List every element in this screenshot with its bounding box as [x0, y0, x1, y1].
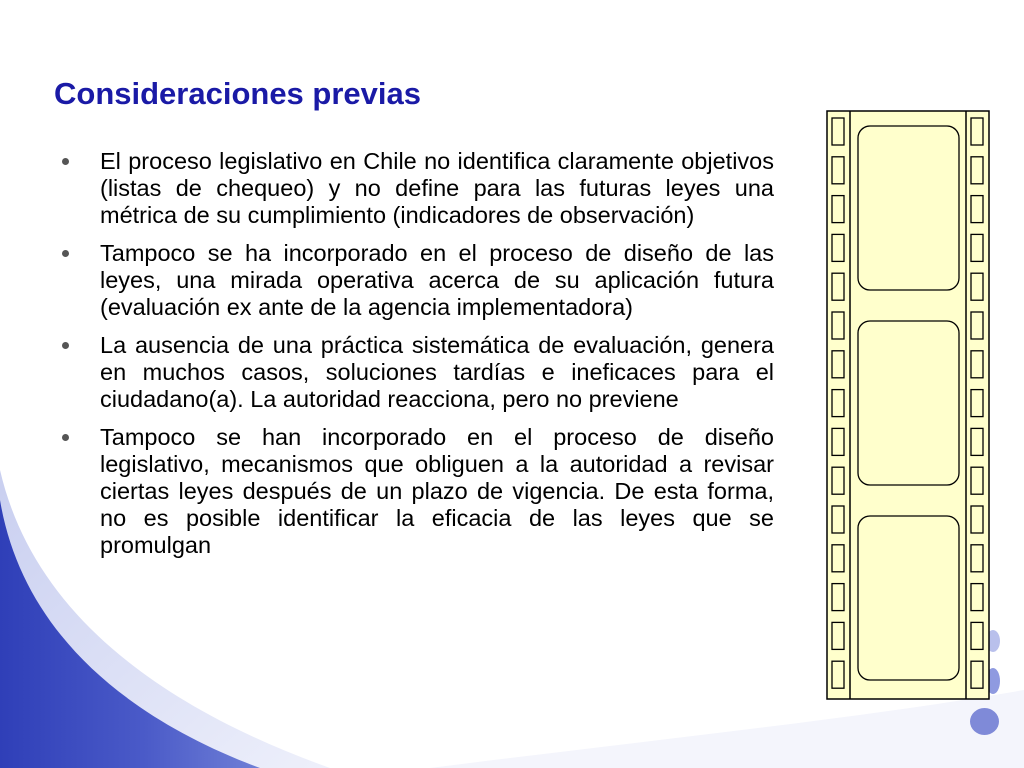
bullet-dot-icon [62, 158, 69, 165]
sprocket-hole [971, 390, 983, 417]
sprocket-hole [971, 545, 983, 572]
film-strip-icon [826, 110, 990, 700]
sprocket-hole [832, 467, 844, 494]
sprocket-hole [971, 506, 983, 533]
sprocket-hole [832, 273, 844, 300]
sprocket-hole [832, 118, 844, 145]
slide-title: Consideraciones previas [54, 76, 421, 111]
sprocket-hole [971, 467, 983, 494]
bullet-item [62, 332, 774, 413]
sprocket-hole [971, 118, 983, 145]
sprocket-hole [832, 351, 844, 378]
sprocket-hole [971, 312, 983, 339]
sprocket-hole [832, 312, 844, 339]
sprocket-hole [971, 234, 983, 261]
sprocket-hole [832, 428, 844, 455]
decoration-dot [970, 708, 999, 735]
sprocket-hole [971, 273, 983, 300]
bullet-text: Tampoco se ha incorporado en el proceso de diseño de las leyes, una mirada operativa acerca de su aplicación futura (evaluación ex ante de la agencia implementadora) [100, 240, 774, 320]
sprocket-hole [832, 622, 844, 649]
bullet-text: La ausencia de una práctica sistemática de evaluación, genera en muchos casos, soluciones tardías e ineficaces para el ciudadano(a). La autoridad reacciona, pero no previene [100, 332, 774, 412]
sprocket-hole [971, 351, 983, 378]
bullet-dot-icon [62, 434, 69, 441]
bullet-dot-icon [62, 342, 69, 349]
sprocket-hole [832, 661, 844, 688]
sprocket-hole [971, 196, 983, 223]
sprocket-hole [971, 661, 983, 688]
sprocket-hole [971, 157, 983, 184]
bullet-text: El proceso legislativo en Chile no identifica claramente objetivos (listas de chequeo) y no define para las futuras leyes una métrica de su cumplimiento (indicadores de observación) [100, 148, 774, 228]
sprocket-hole [971, 584, 983, 611]
sprocket-hole [971, 622, 983, 649]
bullet-list [62, 148, 774, 570]
bullet-item [62, 148, 774, 229]
bullet-item [62, 240, 774, 321]
sprocket-hole [832, 390, 844, 417]
sprocket-hole [832, 545, 844, 572]
sprocket-hole [832, 234, 844, 261]
sprocket-hole [832, 584, 844, 611]
sprocket-hole [832, 506, 844, 533]
sprocket-hole [832, 196, 844, 223]
bullet-text: Tampoco se han incorporado en el proceso de diseño legislativo, mecanismos que obliguen a la autoridad a revisar ciertas leyes después de un plazo de vigencia. De esta forma, no es posible identificar la eficacia de las leyes que se promulgan [100, 424, 774, 558]
bullet-item [62, 424, 774, 559]
bullet-dot-icon [62, 250, 69, 257]
sprocket-hole [971, 428, 983, 455]
sprocket-hole [832, 157, 844, 184]
